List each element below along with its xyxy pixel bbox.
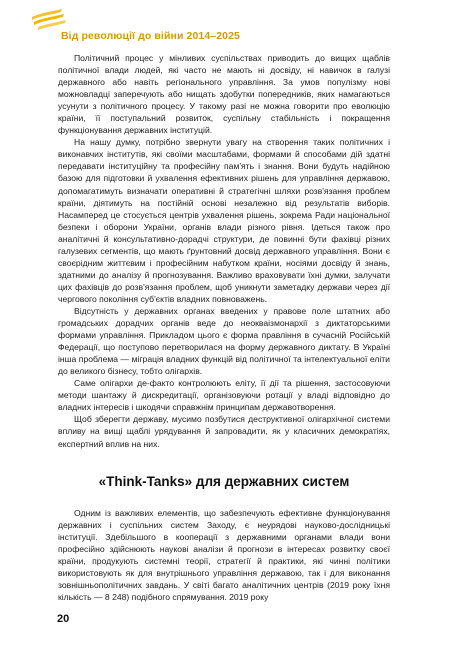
paragraph: Політичний процес у мінливих суспільствах приводить до вищих щаблів політичної влади людей, які часто не мають ні досвіду, ні навичок в галузі державного або навіть регіонального управління. За умов популізму нові можновладці заперечують або нищать здобутки попередників, яких намагаються усунути з політичного процесу. У такому разі не можна говорити про еволюцію країни, її поступальний розвиток, суспільну стабільність і покращення функціонування державних інституцій. — [58, 53, 390, 136]
series-title: Від революції до війни 2014–2025 — [61, 30, 240, 42]
paragraph: На нашу думку, потрібно звернути увагу на створення таких політичних і виконавчих інститутів, які своїми масштабами, формами й способами дій здатні передавати інституційну та професійну пам'ять і знання. Вони будуть надійною базою для підготовки й ухвалення ефективних рішень для управління державою, допомагатимуть визначати оперативні й стратегічні шляхи розв'язання проблем країни, діятимуть на постійній основі незалежно від результатів виборів. Насамперед це стосується центрів ухвалення рішень, зокрема Ради національної безпеки і оборони України, органів влади різного рівня. Ідеться також про аналітичні й консультативно-дорадчі структури, де повинні бути фахівці різних галузевих сегментів, що мають ґрунтовний досвід державного управління. Вони є своєрідним життєвим і професійним набутком країни, носіями досвіду й знань, здатними до аналізу й прогнозування. Важливо враховувати їхні думки, залучати цих фахівців до розв'язання проблем, щоб уникнути заметадку держави через дії чергового покоління суб'єктів владних повноважень. — [58, 137, 390, 304]
running-header — [18, 8, 240, 42]
paragraph: Щоб зберегти державу, мусимо позбутися деструктивної олігархічної системи впливу на вищі щаблі урядування й запровадити, як у класичних демократіях, експертний вплив на них. — [58, 414, 390, 449]
brand-logo-icon — [28, 8, 68, 30]
paragraph: Одним із важливих елементів, що забезпечують ефективне функціонування державних і суспільних систем Заходу, є неурядові науково-дослідницькі інституції. Здебільшого в кооперації з державними органами влади вони професійно здійснюють наукові аналізи й прогнози в інтересах розвитку своєї країни, продукують системні теорії, стратегії й практики, які чинні політики використовують як для внутрішнього управління державою, так і для виконання зовнішньополітичних завдань. У світі багато аналітичних центрів (2019 року їхня кількість — 8 248) подібного спрямування. 2019 року — [58, 507, 390, 602]
section-heading: «Think-Tanks» для державних систем — [98, 473, 350, 489]
paragraph: Відсутність у державних органах введених у правове поле штатних або громадських дорадчих органів веде до неокваізмонархії з диктаторськими формами управління. Прикладом цього є форма правління в сучасній Російській Федерації, що поступово перетворилася на форму державного диктату. В Україні інша проблема — міграція владних функцій від політичної та інтелектуальної еліти до великого бізнесу, тобто олігархів. — [58, 305, 390, 377]
paragraph: Саме олігархи де-факто контролюють еліту, її дії та рішення, застосовуючи методи шантажу й дискредитації, організовуючи ротації у владі відповідно до владних інтересів і шкодячи справжнім принципам державотворення. — [58, 378, 390, 413]
page-number: 20 — [57, 613, 70, 625]
body-text — [58, 52, 390, 603]
